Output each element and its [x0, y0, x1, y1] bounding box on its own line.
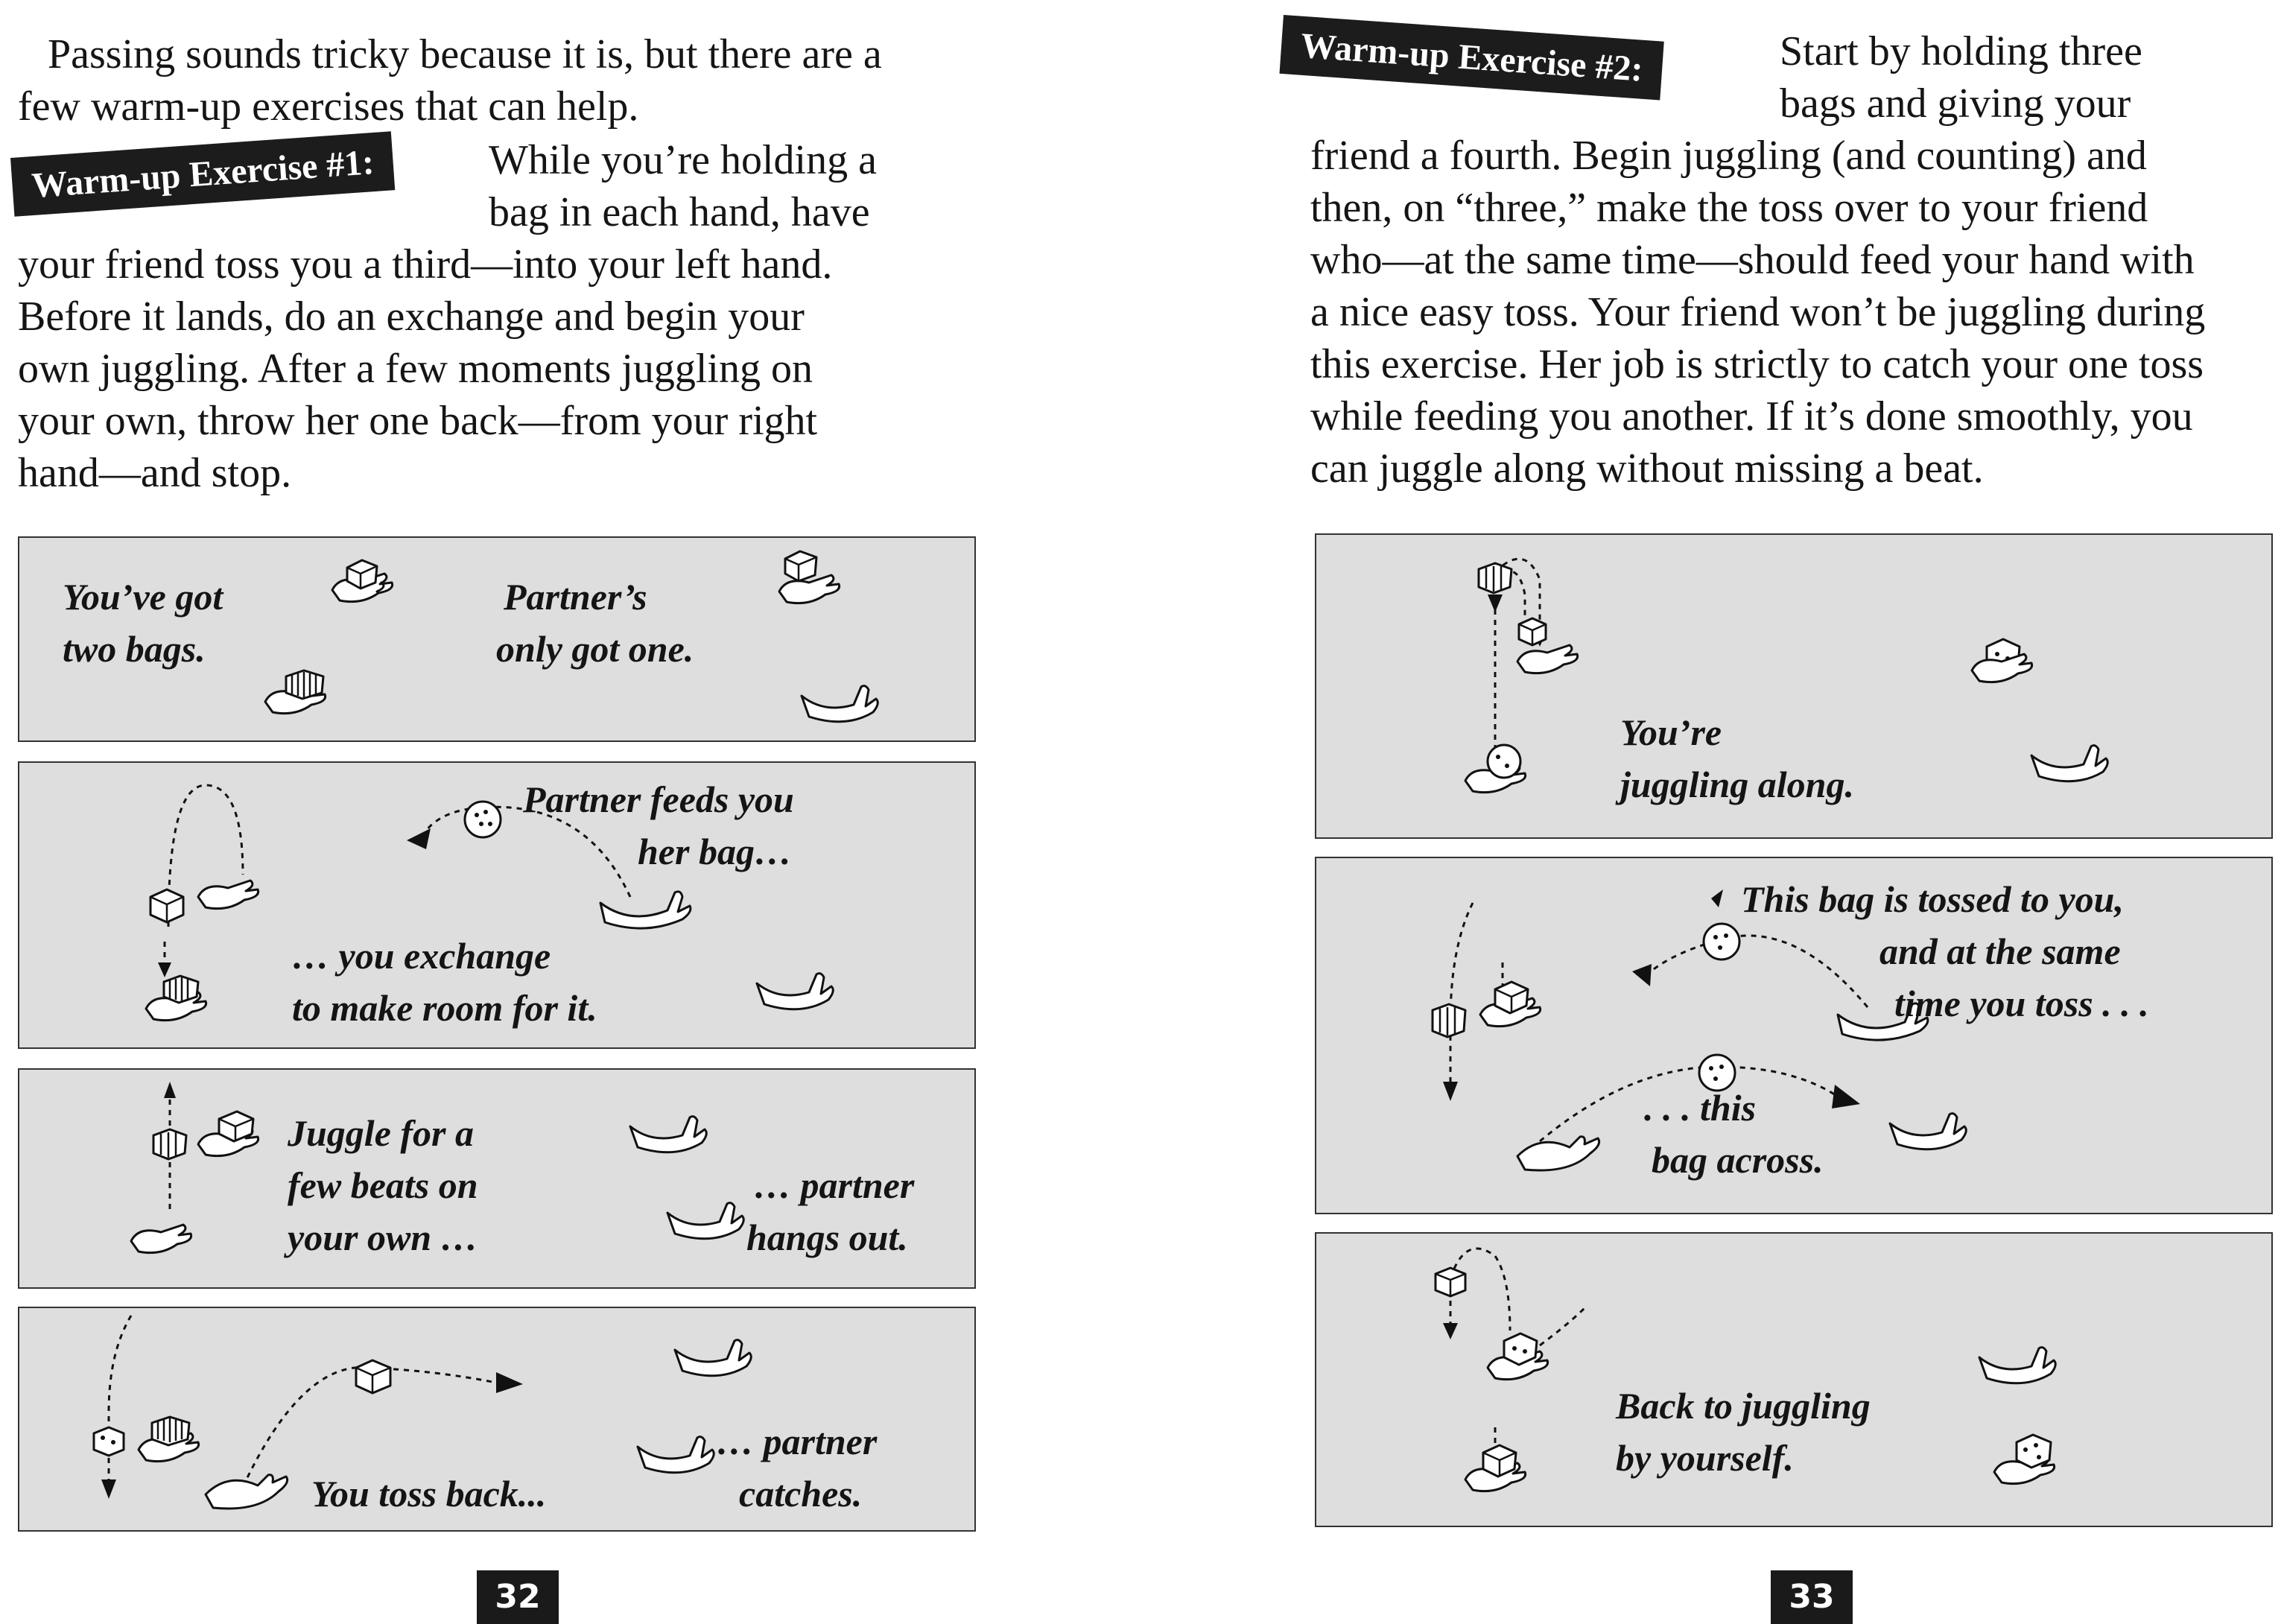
hand-icon [198, 881, 258, 909]
bean-bag-icon [2017, 1435, 2051, 1468]
bean-bag-icon [152, 1417, 189, 1445]
caption-partner-catches-line-1: … partner [717, 1421, 878, 1462]
hand-icon [131, 1225, 191, 1253]
hand-icon [779, 575, 840, 603]
arrow-head-icon [496, 1372, 523, 1393]
caption-juggling-along-line-1: You’re [1620, 711, 1722, 753]
exercise-1-line-1: While you’re holding a [489, 137, 877, 183]
hand-icon [206, 1475, 288, 1509]
exercise-2-line-2: bags and giving your [1780, 80, 2131, 127]
caption-partner-feeds-line-2: her bag… [638, 831, 792, 872]
exercise-2-line-1: Start by holding three [1780, 28, 2142, 74]
caption-partner-hangs-line-1: … partner [754, 1164, 915, 1206]
exercise-2-line-8: while feeding you another. If it’s done smoothly, you [1310, 393, 2193, 440]
hand-icon [675, 1340, 751, 1376]
illustration-panel-6 [1315, 857, 2273, 1214]
caption-partner-one-line-1: Partner’s [504, 576, 647, 618]
intro-line-1: Passing sounds tricky because it is, but there are a [48, 31, 882, 77]
caption-you-toss-back: You toss back... [311, 1473, 547, 1514]
caption-tossed-to-you-line-1: This bag is tossed to you, [1741, 878, 2124, 920]
bean-bag-icon [1436, 1268, 1465, 1296]
intro-line-2: few warm-up exercises that can help. [18, 83, 639, 130]
hand-icon [802, 686, 878, 722]
bean-bag-icon [1479, 563, 1511, 593]
illustration-panel-2 [18, 761, 976, 1049]
exercise-2-label: Warm-up Exercise #2: [1279, 15, 1664, 101]
illustration-panel-5 [1315, 533, 2273, 839]
caption-juggle-line-1: Juggle for a [288, 1112, 474, 1154]
caption-you-exchange-line-1: … you exchange [292, 935, 551, 977]
exercise-1-line-7: hand—and stop. [18, 450, 292, 496]
hand-icon [600, 892, 691, 928]
caption-partner-feeds-line-1: Partner feeds you [523, 778, 794, 820]
bean-bag-icon [153, 1129, 186, 1159]
exercise-1-line-2: bag in each hand, have [489, 189, 870, 235]
exercise-2-line-7: this exercise. Her job is strictly to catch your one toss [1310, 341, 2204, 387]
exercise-1-label: Warm-up Exercise #1: [10, 131, 396, 217]
bean-bag-icon [356, 1360, 390, 1393]
caption-back-to-juggling-line-1: Back to juggling [1616, 1385, 1871, 1427]
arrow-head-icon [1443, 1082, 1458, 1101]
bean-bag-icon [347, 560, 377, 589]
arrow-head-icon [1632, 964, 1652, 986]
bean-bag-icon [1488, 745, 1520, 778]
arrow-head-icon [1832, 1085, 1860, 1108]
exercise-2-line-4: then, on “three,” make the toss over to your friend [1310, 185, 2148, 231]
page-number-right: 33 [1771, 1570, 1853, 1624]
exercise-1-line-4: Before it lands, do an exchange and begin your [18, 294, 805, 340]
arrow-head-icon [164, 1082, 176, 1098]
illustration-panel-1 [18, 536, 976, 742]
caption-bag-across-line-1: . . . this [1644, 1087, 1757, 1129]
hand-icon [1979, 1348, 2055, 1383]
left-page [0, 0, 1142, 1616]
bean-bag-icon [286, 670, 323, 699]
exercise-2-line-6: a nice easy toss. Your friend won’t be juggling during [1310, 289, 2206, 335]
hand-icon [1517, 645, 1578, 673]
bean-bag-icon [150, 889, 183, 922]
exercise-2-line-3: friend a fourth. Begin juggling (and counting) and [1310, 133, 2147, 179]
arrow-head-icon [1488, 594, 1503, 612]
caption-tossed-to-you-line-3: time you toss . . . [1894, 983, 2149, 1024]
hand-icon [2031, 746, 2107, 781]
illustration-panel-7 [1315, 1232, 2273, 1527]
caption-partner-one-line-2: only got one. [496, 628, 694, 670]
bean-bag-icon [1704, 924, 1739, 960]
caption-partner-hangs-line-2: hangs out. [746, 1217, 908, 1258]
bean-bag-icon [1483, 1445, 1516, 1476]
bean-bag-icon [1495, 982, 1528, 1013]
arrow-head-icon [407, 828, 431, 849]
arrow-head-icon [1443, 1323, 1458, 1339]
caption-two-bags-line-2: two bags. [63, 628, 206, 670]
bean-bag-icon [164, 976, 198, 1003]
caption-juggle-line-3: your own … [288, 1217, 478, 1258]
illustration-panel-4 [18, 1307, 976, 1532]
illustration-panel-3 [18, 1068, 976, 1289]
bean-bag-icon [94, 1427, 124, 1456]
page-number-left: 32 [477, 1570, 559, 1624]
right-page [1142, 0, 2284, 1616]
bean-bag-icon [465, 802, 501, 837]
exercise-1-line-5: own juggling. After a few moments juggling on [18, 346, 813, 392]
arrow-head-icon [101, 1479, 116, 1499]
hand-icon [638, 1437, 714, 1473]
bean-bag-icon [785, 551, 816, 581]
hand-icon [1517, 1137, 1599, 1170]
bean-bag-icon [1519, 618, 1546, 645]
caption-back-to-juggling-line-2: by yourself. [1616, 1437, 1794, 1479]
hand-icon [667, 1203, 743, 1239]
caption-you-exchange-line-2: to make room for it. [292, 987, 597, 1029]
exercise-1-line-6: your own, throw her one back—from your right [18, 398, 818, 444]
caption-juggle-line-2: few beats on [288, 1164, 478, 1206]
caption-tossed-to-you-line-2: and at the same [1879, 930, 2121, 972]
exercise-2-line-9: can juggle along without missing a beat. [1310, 445, 1984, 492]
hand-icon [1890, 1114, 1966, 1149]
caption-bag-across-line-2: bag across. [1652, 1139, 1824, 1181]
hand-icon [630, 1117, 706, 1152]
arrow-head-icon [158, 962, 171, 977]
exercise-2-line-5: who—at the same time—should feed your hand with [1310, 237, 2195, 283]
bean-bag-icon [1433, 1004, 1465, 1037]
hand-icon [757, 974, 833, 1009]
exercise-1-line-3: your friend toss you a third—into your left hand. [18, 241, 833, 288]
bean-bag-icon [1504, 1333, 1537, 1365]
arrow-head-icon [1711, 889, 1723, 907]
caption-juggling-along-line-2: juggling along. [1620, 764, 1854, 805]
caption-partner-catches-line-2: catches. [739, 1473, 863, 1514]
caption-two-bags-line-1: You’ve got [63, 576, 223, 618]
